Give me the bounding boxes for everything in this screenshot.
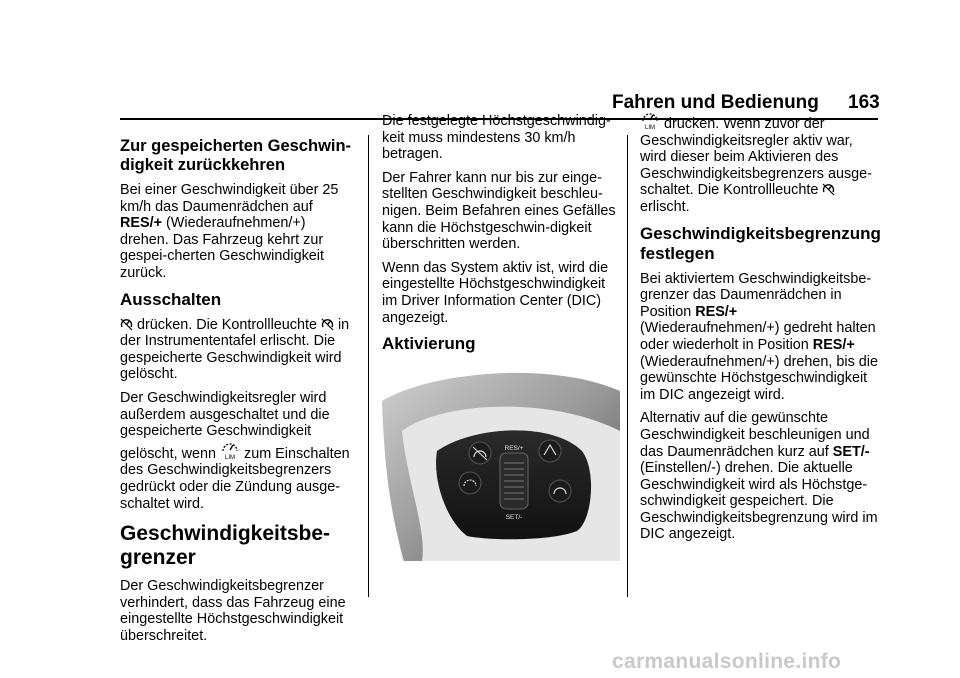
steering-wheel-controls-figure	[382, 371, 620, 561]
para-resume: Bei einer Geschwindigkeit über 25 km/h das Daumenrädchen auf RES/+ (Wiederaufnehmen/+) drehen. Das Fahrzeug kehrt zur gespei-cherten Geschwindigkeit zurück.	[120, 182, 339, 281]
speed-limiter-icon	[640, 110, 660, 130]
para-off: drücken. Die Kontrollleuchte in der Instrumententafel erlischt. Die gespeicherte Geschwindigkeit wird gelöscht.	[120, 316, 350, 383]
para-activate: LIM drücken. Wenn zuvor der Geschwindigkeitsregler aktiv war, wird dieser beim Aktivieren des Geschwindigkeitsbegrenzers ausge-schaltet. Die Kontrollleuchte erlischt.	[640, 110, 880, 216]
page-number: 163	[848, 92, 880, 113]
limiter-button	[459, 472, 481, 494]
svg-text:LIM: LIM	[224, 454, 236, 460]
para-set-res: Bei aktiviertem Geschwindigkeitsbe-grenzer das Daumenrädchen in Position RES/+ (Wiederaufnehmen/+) gedreht halten oder wiederholt in Position RES/+ (Wiederaufnehmen/+) drehen, bis die gewünschte Höchstgeschwindigkeit im DIC angezeigt wird.	[640, 270, 878, 403]
res-label: RES/+	[504, 445, 524, 453]
svg-text:LIM: LIM	[644, 125, 656, 130]
cruise-on-button	[549, 480, 571, 502]
column-divider-2	[627, 135, 628, 597]
para-driver: Der Fahrer kann nur bis zur einge-stellten Geschwindigkeit beschleu-nigen. Beim Befahren eines Gefälles kann die Höchstgeschwin-digkeit überschritten werden.	[382, 169, 616, 253]
heading-resume: Zur gespeicherten Geschwin-digkeit zurückkehren	[120, 137, 352, 174]
column-1	[120, 137, 356, 651]
cruise-indicator-icon	[321, 318, 334, 331]
column-2	[382, 113, 620, 566]
para-limiter: Der Geschwindigkeitsbegrenzer verhindert, dass das Fahrzeug eine eingestellte Höchstgeschwindigkeit überschreitet.	[120, 578, 346, 644]
cruise-indicator-icon	[822, 183, 835, 196]
column-divider-1	[368, 135, 369, 597]
column-3	[640, 110, 880, 550]
para-off-2: Der Geschwindigkeitsregler wird außerdem ausgeschaltet und die gespeicherte Geschwindigkeit gelöscht, wenn LIM zum Einschalten des Geschwindigkeitsbegrenzers gedrückt oder die Zündung ausge-schaltet wird.	[120, 389, 350, 512]
para-dic: Wenn das System aktiv ist, wird die eingestellte Höchstgeschwindigkeit im Driver Information Center (DIC) angezeigt.	[382, 259, 609, 326]
speed-limiter-icon	[220, 440, 240, 460]
page-header-title: Fahren und Bedienung	[612, 92, 819, 113]
distance-button	[539, 440, 561, 462]
para-set-alt: Alternativ auf die gewünschte Geschwindigkeit beschleunigen und das Daumenrädchen kurz auf SET/- (Einstellen/-) drehen. Die aktuelle Geschwindigkeit wird als Höchstge-schwindigkeit gespeichert. Die Geschwindigkeitsbegrenzung wird im DIC angezeigt.	[640, 410, 878, 543]
heading-limiter: Geschwindigkeitsbe-grenzer	[120, 522, 331, 570]
heading-set-limit: Geschwindigkeitsbegrenzung festlegen	[640, 223, 881, 263]
watermark: carmanualsonline.info	[612, 650, 842, 673]
para-min-speed: Die festgelegte Höchstgeschwindig-keit muss mindestens 30 km/h betragen.	[382, 113, 611, 163]
heading-activate: Aktivierung	[382, 334, 476, 354]
set-label: SET/-	[505, 514, 523, 522]
heading-off: Ausschalten	[120, 289, 222, 309]
cruise-off-icon	[120, 318, 133, 331]
